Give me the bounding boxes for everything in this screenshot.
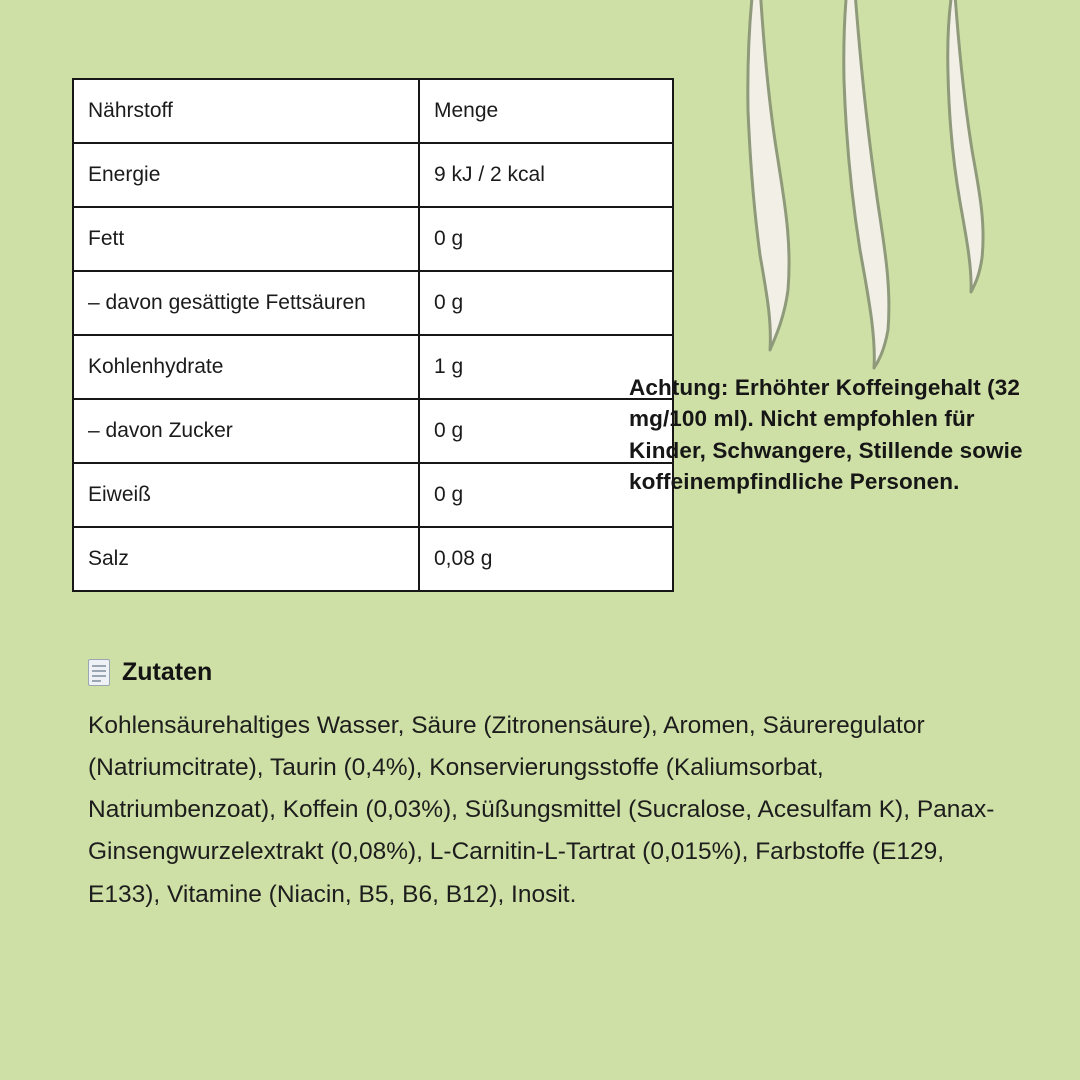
table-cell-amount: 0,08 g <box>419 527 673 591</box>
table-cell-amount: 0 g <box>419 399 673 463</box>
table-cell-amount: 9 kJ / 2 kcal <box>419 143 673 207</box>
table-cell-nutrient: Energie <box>73 143 419 207</box>
table-header-row <box>73 79 673 143</box>
table-cell-nutrient: Kohlenhydrate <box>73 335 419 399</box>
table-row <box>73 399 673 463</box>
caffeine-warning-text: Achtung: Erhöhter Koffeingehalt (32 mg/100 ml). Nicht empfohlen für Kinder, Schwangere, Stillende sowie koffeinempfindliche Personen. <box>629 375 1023 494</box>
table-row <box>73 335 673 399</box>
ingredients-text: Kohlensäurehaltiges Wasser, Säure (Zitronensäure), Aromen, Säureregulator (Natriumcitrate), Taurin (0,4%), Konservierungsstoffe (Kaliumsorbat, Natriumbenzoat), Koffein (0,03%), Süßungsmittel (Sucralose, Acesulfam K), Panax-Ginsengwurzelextrakt (0,08%), L-Carnitin-L-Tartrat (0,015%), Farbstoffe (E129, E133), Vitamine (Niacin, B5, B6, B12), Inosit. <box>88 712 995 908</box>
document-icon <box>88 659 110 686</box>
table-cell-amount: 0 g <box>419 207 673 271</box>
table-cell-amount: 1 g <box>419 335 673 399</box>
table-cell-nutrient: Eiweiß <box>73 463 419 527</box>
table-cell-nutrient: – davon Zucker <box>73 399 419 463</box>
ingredients-title: Zutaten <box>122 658 213 686</box>
table-row <box>73 271 673 335</box>
table-row <box>73 463 673 527</box>
nutrition-table <box>72 78 674 592</box>
table-cell-nutrient: Salz <box>73 527 419 591</box>
ingredients-heading <box>88 658 212 687</box>
table-row <box>73 207 673 271</box>
table-cell-amount: 0 g <box>419 463 673 527</box>
table-cell-nutrient: Fett <box>73 207 419 271</box>
table-cell-nutrient: – davon gesättigte Fettsäuren <box>73 271 419 335</box>
claw-marks-icon <box>740 0 1040 370</box>
table-row <box>73 143 673 207</box>
table-header-nutrient: Nährstoff <box>73 79 419 143</box>
table-header-amount: Menge <box>419 79 673 143</box>
table-row <box>73 527 673 591</box>
table-cell-amount: 0 g <box>419 271 673 335</box>
